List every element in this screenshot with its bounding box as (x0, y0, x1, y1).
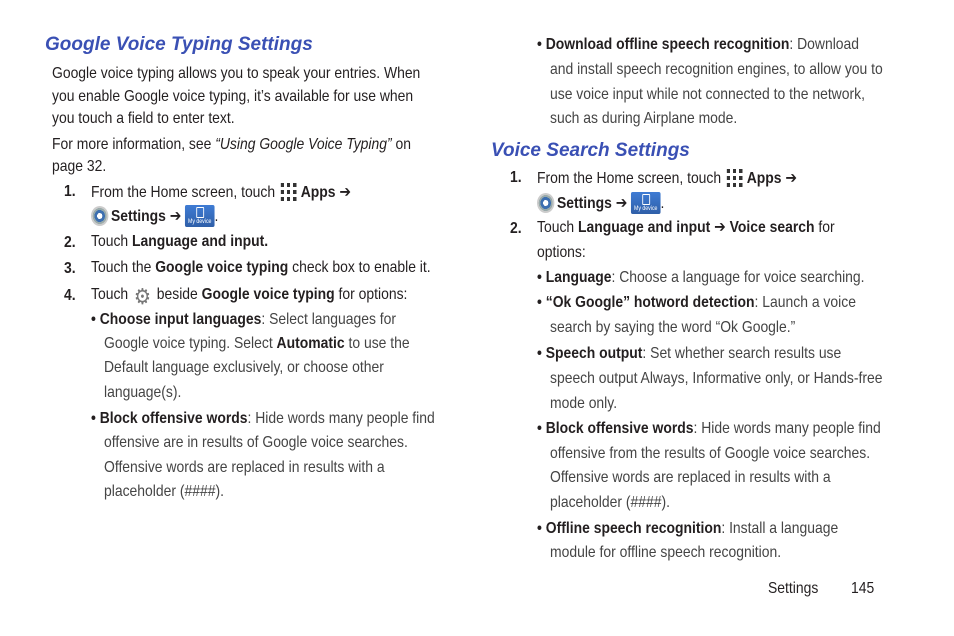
apps-grid-icon (727, 167, 744, 187)
bullet-marker: • (537, 269, 542, 286)
step-bold: Google voice typing (201, 286, 335, 303)
step-number: 1. (64, 183, 76, 200)
vs-step-1-line-1 (537, 167, 797, 189)
my-device-label: My device (187, 219, 212, 225)
my-device-tab-icon (631, 192, 661, 214)
settings-label: Settings ➔ (557, 195, 628, 212)
bullet-marker: • (537, 345, 542, 362)
step-3 (91, 258, 431, 278)
bullet-line: Offensive words are replaced in results with a (550, 469, 831, 486)
bullet-line: placeholder (####). (104, 483, 224, 500)
step-bold: Language and input ➔ Voice search (578, 219, 815, 236)
bullet-marker: • (91, 410, 96, 427)
step-text: Touch (91, 286, 133, 303)
bullet-line: module for offline speech recognition. (550, 544, 782, 561)
bullet-marker: • (537, 420, 542, 437)
bullet-offline-speech-recognition (537, 519, 838, 539)
bullet-title: Language (545, 269, 612, 286)
intro-line-1: Google voice typing allows you to speak your entries. When (52, 65, 421, 82)
bullet-text: : Install a language (721, 520, 839, 537)
step-bold: Language and input. (132, 233, 269, 250)
bullet-text: to use the (344, 335, 410, 352)
step-number: 2. (510, 220, 522, 237)
bullet-block-offensive-words (537, 419, 881, 439)
bullet-marker: • (537, 36, 542, 53)
footer-section: Settings (768, 580, 819, 597)
bullet-marker: • (537, 294, 542, 311)
step-number: 3. (64, 260, 76, 277)
more-info-line-1 (52, 135, 411, 155)
bullet-line: speech output Always, Informative only, or Hands-free (550, 370, 883, 387)
step-text: Touch the (91, 259, 156, 276)
step-1-line-1 (91, 181, 351, 203)
footer-page-number: 145 (851, 580, 875, 597)
bullet-bold: Automatic (276, 335, 345, 352)
vs-step-2-line-1 (537, 218, 835, 238)
bullet-line: use voice input while not connected to the network, (550, 86, 865, 103)
bullet-line: mode only. (550, 395, 618, 412)
step-number: 1. (510, 169, 522, 186)
step-text: for options: (334, 286, 408, 303)
bullet-text: : Set whether search results use (642, 345, 842, 362)
more-info-ref[interactable]: “Using Google Voice Typing” (215, 136, 392, 153)
bullet-line: placeholder (####). (550, 494, 670, 511)
step-text: for (814, 219, 835, 236)
bullet-text: : Choose a language for voice searching. (611, 269, 865, 286)
intro-line-2: you enable Google voice typing, it’s available for use when (52, 88, 414, 105)
step-1-line-2 (91, 205, 218, 227)
bullet-title: Block offensive words (99, 410, 248, 427)
step-text: check box to enable it. (288, 259, 431, 276)
bullet-title: Block offensive words (545, 420, 694, 437)
bullet-text: : Hide words many people find (693, 420, 881, 437)
apps-label: Apps ➔ (300, 184, 352, 201)
bullet-title: Choose input languages (99, 311, 262, 328)
bullet-text: : Select languages for (261, 311, 397, 328)
bullet-marker: • (537, 520, 542, 537)
vs-step-2-line-2: options: (537, 244, 586, 261)
step-text: From the Home screen, touch (537, 170, 726, 187)
bullet-line: search by saying the word “Ok Google.” (550, 319, 796, 336)
my-device-tab-icon (185, 205, 215, 227)
bullet-ok-google-hotword (537, 293, 856, 313)
bullet-text: : Download (789, 36, 860, 53)
step-text: beside (152, 286, 202, 303)
gear-icon: ⚙ (133, 284, 152, 309)
bullet-choose-input-languages (91, 310, 396, 330)
step-end: . (214, 208, 219, 225)
bullet-block-offensive-words (91, 409, 435, 429)
step-end: . (660, 195, 665, 212)
heading-google-voice-typing: Google Voice Typing Settings (45, 34, 313, 55)
apps-label: Apps ➔ (746, 170, 798, 187)
bullet-marker: • (91, 311, 96, 328)
my-device-label: My device (633, 206, 658, 212)
more-info-prefix: For more information, see (52, 136, 216, 153)
apps-grid-icon (281, 181, 298, 201)
bullet-line: offensive are in results of Google voice searches. (104, 434, 408, 451)
bullet-speech-output (537, 344, 841, 364)
more-info-suffix: on (391, 136, 411, 153)
intro-line-3: you touch a field to enter text. (52, 110, 235, 127)
step-2 (91, 232, 268, 252)
vs-step-1-line-2 (537, 192, 664, 214)
bullet-line (104, 334, 410, 354)
bullet-line: language(s). (104, 384, 182, 401)
settings-label: Settings ➔ (111, 208, 182, 225)
bullet-language (537, 268, 865, 288)
step-4 (91, 285, 407, 307)
bullet-line: Default language exclusively, or choose other (104, 359, 384, 376)
bullet-line: such as during Airplane mode. (550, 110, 738, 127)
bullet-line: offensive from the results of Google voice searches. (550, 445, 871, 462)
bullet-text: : Hide words many people find (247, 410, 435, 427)
bullet-text: : Launch a voice (754, 294, 856, 311)
step-number: 2. (64, 234, 76, 251)
more-info-line-2: page 32. (52, 158, 107, 175)
settings-icon (91, 206, 108, 226)
bullet-title: Offline speech recognition (545, 520, 722, 537)
settings-icon (537, 193, 554, 213)
bullet-title: Speech output (545, 345, 643, 362)
heading-voice-search: Voice Search Settings (491, 140, 690, 161)
step-text: Touch (91, 233, 133, 250)
bullet-line: and install speech recognition engines, to allow you to (550, 61, 883, 78)
step-bold: Google voice typing (155, 259, 289, 276)
bullet-download-offline-speech (537, 35, 859, 55)
step-text: Touch (537, 219, 579, 236)
bullet-text: Google voice typing. Select (104, 335, 277, 352)
step-number: 4. (64, 287, 76, 304)
bullet-title: Download offline speech recognition (545, 36, 790, 53)
bullet-line: Offensive words are replaced in results with a (104, 459, 385, 476)
step-text: From the Home screen, touch (91, 184, 280, 201)
bullet-title: “Ok Google” hotword detection (545, 294, 755, 311)
